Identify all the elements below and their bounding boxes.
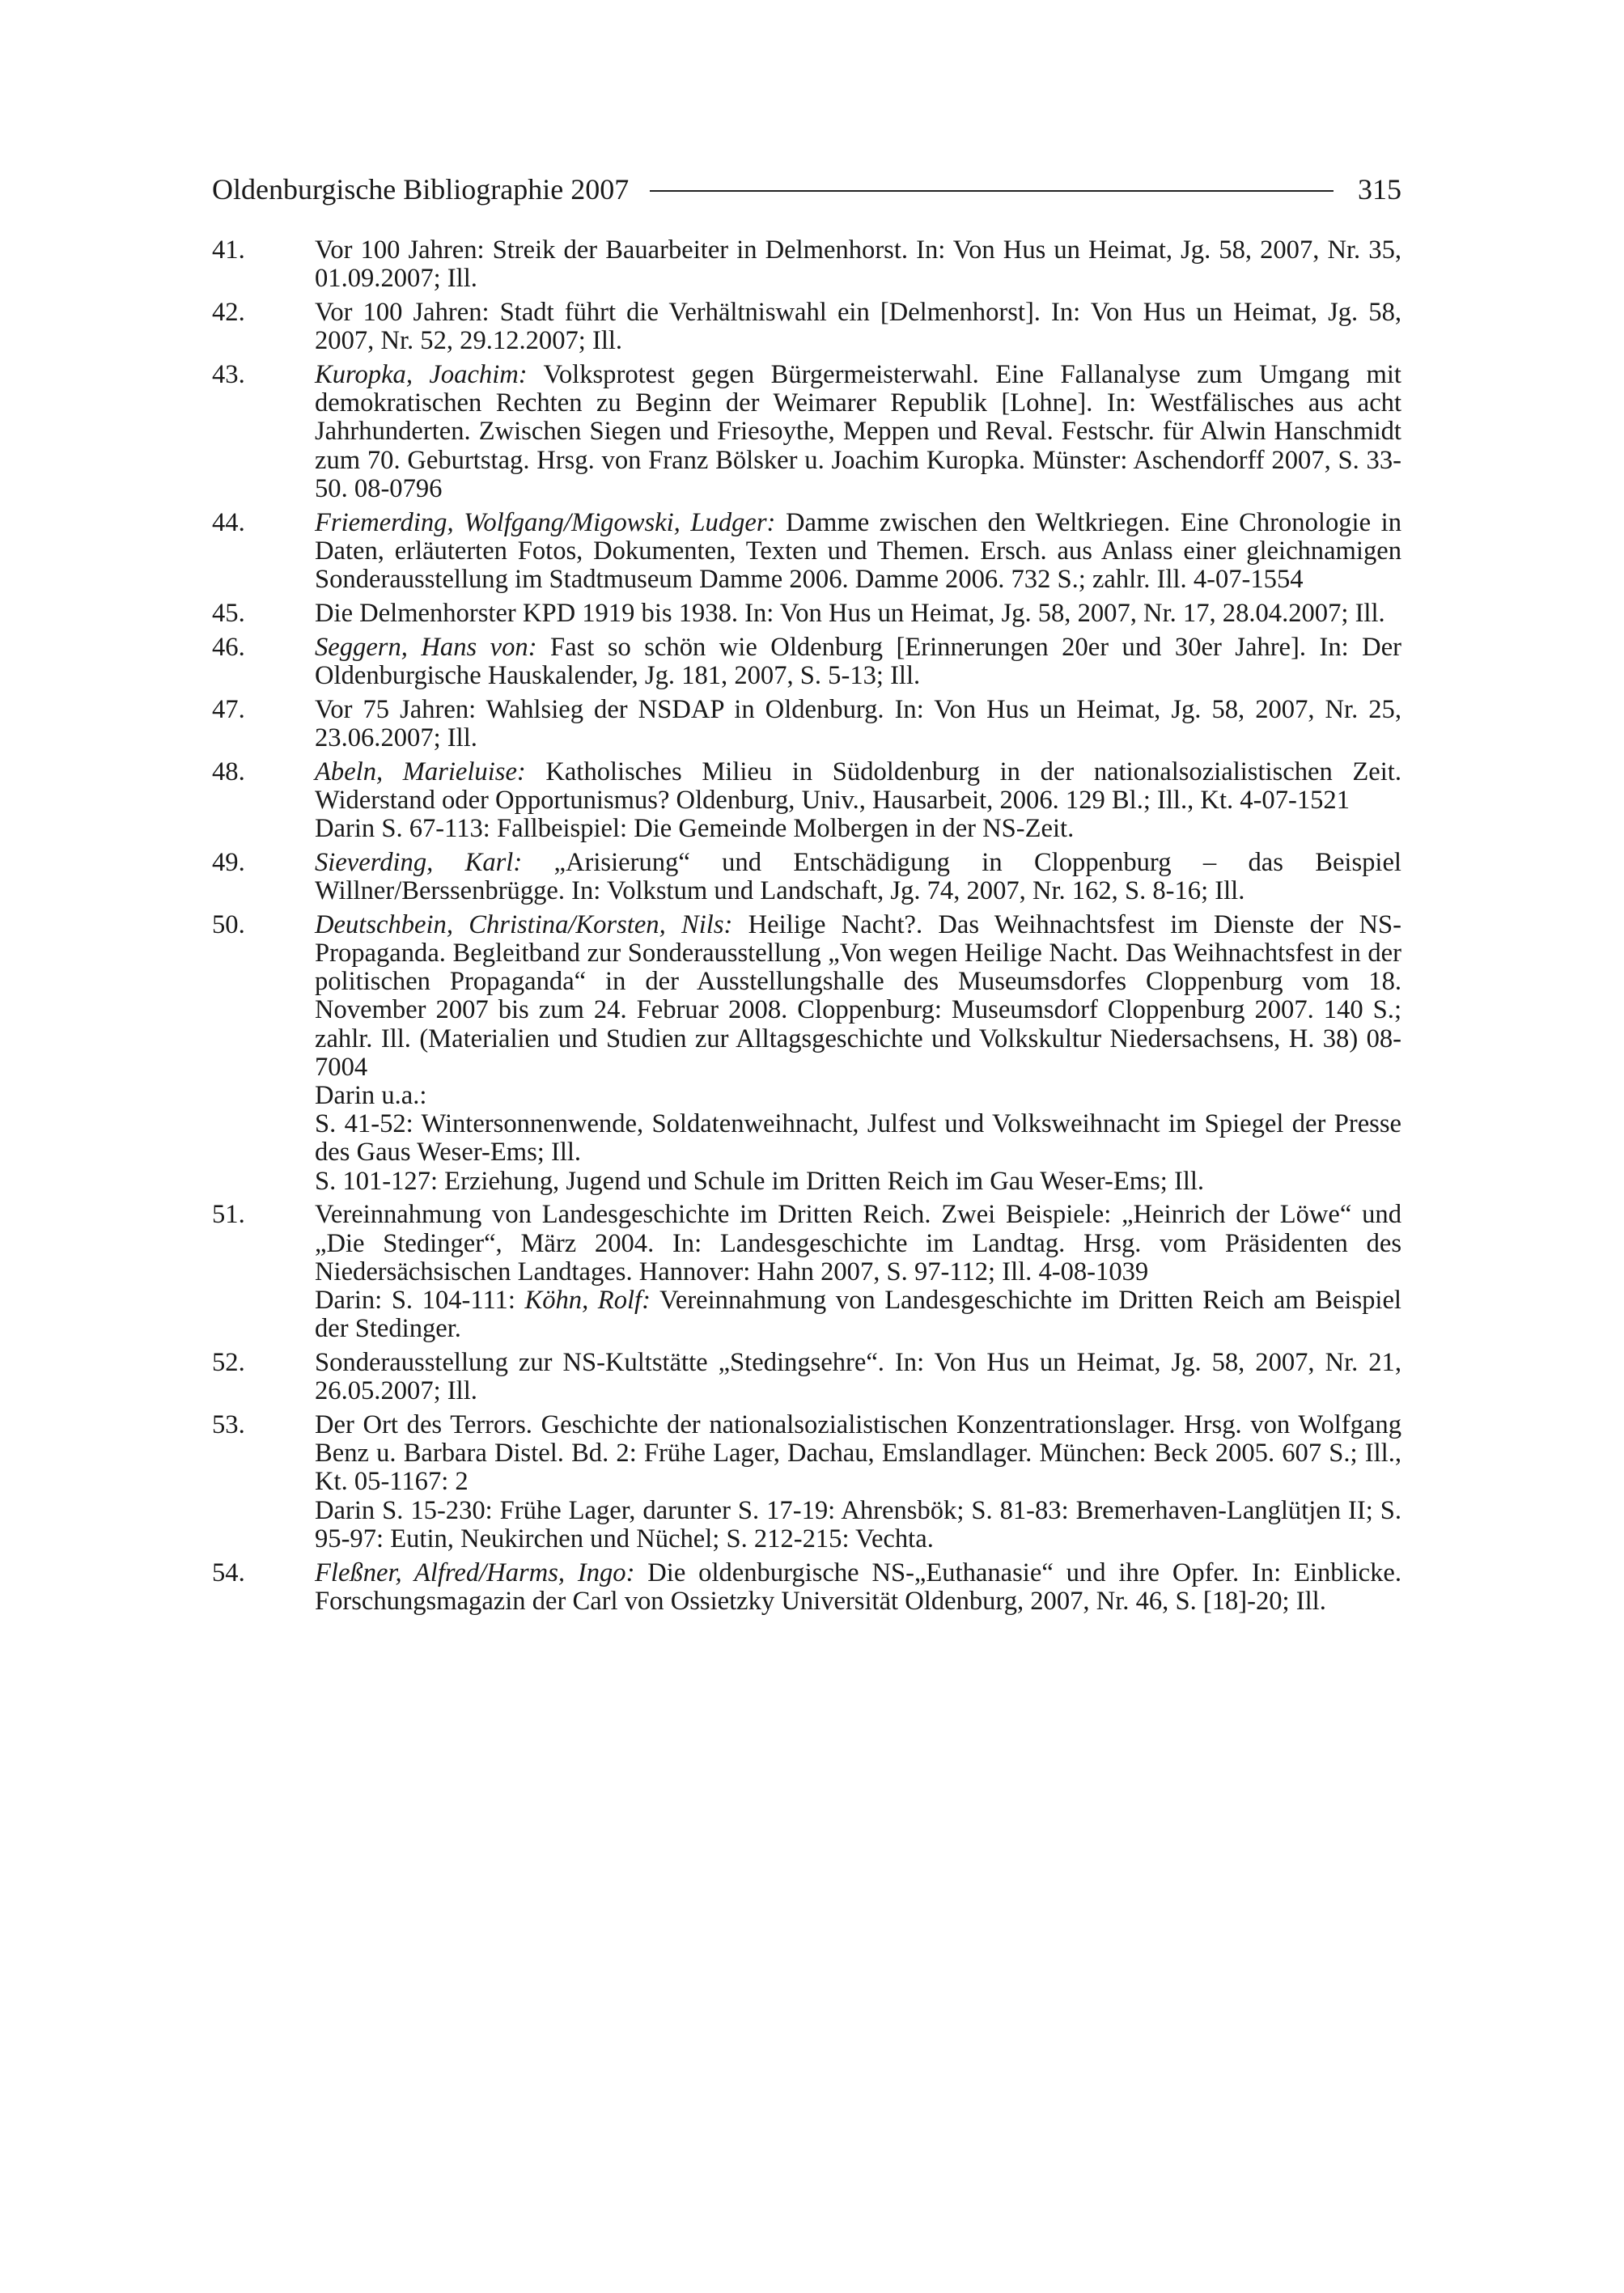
note-author: Köhn, Rolf: (524, 1286, 651, 1316)
entry-citation (315, 1411, 1401, 1497)
entry-number: 54. (212, 1558, 245, 1587)
entry-body (315, 758, 1401, 844)
entry-number: 47. (212, 694, 245, 724)
entry-text: Vor 75 Jahren: Wahlsieg der NSDAP in Oldenburg. In: Von Hus un Heimat, Jg. 58, 2007, Nr. 25, 23.06.2007; Ill. (315, 694, 1401, 752)
entry-number: 52. (212, 1348, 245, 1378)
entry-text: Fast so schön wie Oldenburg [Erinnerungen 20er und 30er Jahre]. In: Der Oldenburgische Hauskalender, Jg. 181, 2007, S. 5-13; Ill. (315, 632, 1401, 690)
entry-note (315, 1497, 1401, 1553)
entry-note (315, 1286, 1401, 1343)
entry-text: Vor 100 Jahren: Stadt führt die Verhältniswahl ein [Delmenhorst]. In: Von Hus un Heimat, Jg. 58, 2007, Nr. 52, 29.12.2007; Ill. (315, 298, 1401, 356)
entry-body (315, 634, 1401, 690)
running-header (212, 168, 1401, 210)
bibliography-entry (212, 509, 1401, 595)
bibliography-entry (212, 1559, 1401, 1616)
entry-citation (315, 758, 1401, 815)
header-title: Oldenburgische Bibliographie 2007 (212, 173, 630, 206)
note-prefix: Darin: S. 104-111: (315, 1286, 515, 1316)
bibliography-entry (212, 236, 1401, 293)
entry-citation (315, 1201, 1401, 1286)
entry-number: 51. (212, 1200, 245, 1230)
bibliography-entry (212, 299, 1401, 355)
entry-text: Katholisches Milieu in Südoldenburg in der nationalsozialistischen Zeit. Widerstand oder Opportunismus? Oldenburg, Univ., Hausarbeit, 2006. 129 Bl.; Ill., Kt. 4-07-1521 (315, 757, 1401, 815)
entry-author: Abeln, Marieluise: (315, 757, 526, 786)
entry-citation (315, 634, 1401, 690)
entry-citation (315, 361, 1401, 503)
header-rule (650, 190, 1334, 192)
entry-body (315, 1411, 1401, 1553)
entry-text: Die Delmenhorster KPD 1919 bis 1938. In: Von Hus un Heimat, Jg. 58, 2007, Nr. 17, 28.04.2007; Ill. (315, 598, 1385, 628)
entry-body (315, 600, 1401, 628)
entry-note (315, 1168, 1401, 1196)
entry-number: 53. (212, 1410, 245, 1440)
entry-citation (315, 849, 1401, 905)
entry-body (315, 1559, 1401, 1616)
entry-citation (315, 911, 1401, 1082)
entry-number: 46. (212, 632, 245, 662)
entry-author: Seggern, Hans von: (315, 632, 537, 662)
entry-author: Kuropka, Joachim: (315, 360, 528, 389)
entry-text: Heilige Nacht?. Das Weihnachtsfest im Dienste der NS-Propaganda. Begleitband zur Sonderausstellung „Von wegen Heilige Nacht. Das Weihnachtsfest in der politischen Propaganda“ in der Ausstellungshalle des Museumsdorfes Cloppenburg vom 18. November 2007 bis zum 24. Februar 2008. Cloppenburg: Museumsdorf Cloppenburg 2007. 140 S.; zahlr. Ill. (Materialien und Studien zur Alltagsgeschichte und Volkskultur Niedersachsens, H. 38) 08-7004 (315, 909, 1401, 1082)
entry-note (315, 1110, 1401, 1167)
entry-author: Deutschbein, Christina/Korsten, Nils: (315, 909, 733, 939)
entry-number: 41. (212, 235, 245, 265)
entry-text: Damme zwischen den Weltkriegen. Eine Chronologie in Daten, erläuterten Fotos, Dokumenten, Texten und Themen. Ersch. aus Anlass einer gleichnamigen Sonderausstellung im Stadtmuseum Damme 2006. Damme 2006. 732 S.; zahlr. Ill. 4-07-1554 (315, 507, 1401, 595)
note-text: S. 101-127: Erziehung, Jugend und Schule im Dritten Reich im Gau Weser-Ems; Ill. (315, 1166, 1205, 1196)
entry-text: Sonderausstellung zur NS-Kultstätte „Stedingsehre“. In: Von Hus un Heimat, Jg. 58, 2007, Nr. 21, 26.05.2007; Ill. (315, 1348, 1401, 1406)
entry-body (315, 849, 1401, 905)
note-text: Darin S. 67-113: Fallbeispiel: Die Gemeinde Molbergen in der NS-Zeit. (315, 814, 1075, 844)
entry-number: 49. (212, 847, 245, 877)
bibliography-entry (212, 696, 1401, 752)
entry-number: 42. (212, 298, 245, 327)
bibliography-entry (212, 1201, 1401, 1343)
bibliography-entry (212, 1349, 1401, 1405)
bibliography-entry (212, 911, 1401, 1196)
entry-body (315, 911, 1401, 1196)
bibliography-entry (212, 634, 1401, 690)
bibliography-entry (212, 758, 1401, 844)
entry-text: Volksprotest gegen Bürgermeisterwahl. Eine Fallanalyse zum Umgang mit demokratischen Rechten zu Beginn der Weimarer Republik [Lohne]. In: Westfälisches aus acht Jahrhunderten. Zwischen Siegen und Friesoythe, Meppen und Reval. Festschr. für Alwin Hanschmidt zum 70. Geburtstag. Hrsg. von Franz Bölsker u. Joachim Kuropka. Münster: Aschendorff 2007, S. 33-50. 08-0796 (315, 360, 1401, 503)
entry-citation (315, 509, 1401, 595)
entry-number: 50. (212, 909, 245, 939)
note-text: S. 41-52: Wintersonnenwende, Soldatenweihnacht, Julfest und Volksweihnacht im Spiegel der Presse des Gaus Weser-Ems; Ill. (315, 1109, 1401, 1168)
bibliography-entry (212, 1411, 1401, 1553)
bibliography-list (212, 236, 1401, 1621)
entry-number: 43. (212, 360, 245, 389)
entry-author: Friemerding, Wolfgang/Migowski, Ludger: (315, 507, 776, 537)
entry-text: Der Ort des Terrors. Geschichte der nationalsozialistischen Konzentrationslager. Hrsg. von Wolfgang Benz u. Barbara Distel. Bd. 2: Frühe Lager, Dachau, Emslandlager. München: Beck 2005. 607 S.; Ill., Kt. 05-1167: 2 (315, 1410, 1401, 1497)
entry-citation (315, 696, 1401, 752)
entry-body (315, 236, 1401, 293)
entry-author: Sieverding, Karl: (315, 847, 523, 877)
note-text: Darin u.a.: (315, 1081, 427, 1111)
entry-body (315, 696, 1401, 752)
entry-body (315, 1349, 1401, 1405)
note-text: Darin S. 15-230: Frühe Lager, darunter S. 17-19: Ahrensbök; S. 81-83: Bremerhaven-Langlütjen II; S. 95-97: Eutin, Neukirchen und Nüchel; S. 212-215: Vechta. (315, 1495, 1401, 1553)
bibliography-entry (212, 361, 1401, 503)
entry-note (315, 1082, 1401, 1110)
entry-text: Vor 100 Jahren: Streik der Bauarbeiter in Delmenhorst. In: Von Hus un Heimat, Jg. 58, 2007, Nr. 35, 01.09.2007; Ill. (315, 235, 1401, 294)
entry-number: 45. (212, 598, 245, 628)
entry-citation (315, 1559, 1401, 1616)
entry-text: Die oldenburgische NS-„Euthanasie“ und ihre Opfer. In: Einblicke. Forschungsmagazin der Carl von Ossietzky Universität Oldenburg, 2007, Nr. 46, S. [18]-20; Ill. (315, 1558, 1401, 1616)
entry-note (315, 815, 1401, 843)
page-number: 315 (1358, 173, 1401, 206)
entry-citation (315, 600, 1401, 628)
bibliography-entry (212, 600, 1401, 628)
entry-body (315, 509, 1401, 595)
entry-author: Fleßner, Alfred/Harms, Ingo: (315, 1558, 635, 1587)
entry-text: Vereinnahmung von Landesgeschichte im Dritten Reich. Zwei Beispiele: „Heinrich der Löwe“ und „Die Stedinger“, März 2004. In: Landesgeschichte im Landtag. Hrsg. vom Präsidenten des Niedersächsischen Landtages. Hannover: Hahn 2007, S. 97-112; Ill. 4-08-1039 (315, 1200, 1401, 1286)
entry-body (315, 299, 1401, 355)
entry-body (315, 1201, 1401, 1343)
entry-citation (315, 299, 1401, 355)
entry-body (315, 361, 1401, 503)
entry-number: 44. (212, 507, 245, 537)
entry-citation (315, 236, 1401, 293)
bibliography-entry (212, 849, 1401, 905)
entry-text: „Arisierung“ und Entschädigung in Cloppenburg – das Beispiel Willner/Berssenbrügge. In: Volkstum und Landschaft, Jg. 74, 2007, Nr. 162, S. 8-16; Ill. (315, 847, 1401, 906)
note-text: Vereinnahmung von Landesgeschichte im Dritten Reich am Beispiel der Stedinger. (315, 1286, 1401, 1344)
entry-number: 48. (212, 757, 245, 786)
entry-citation (315, 1349, 1401, 1405)
